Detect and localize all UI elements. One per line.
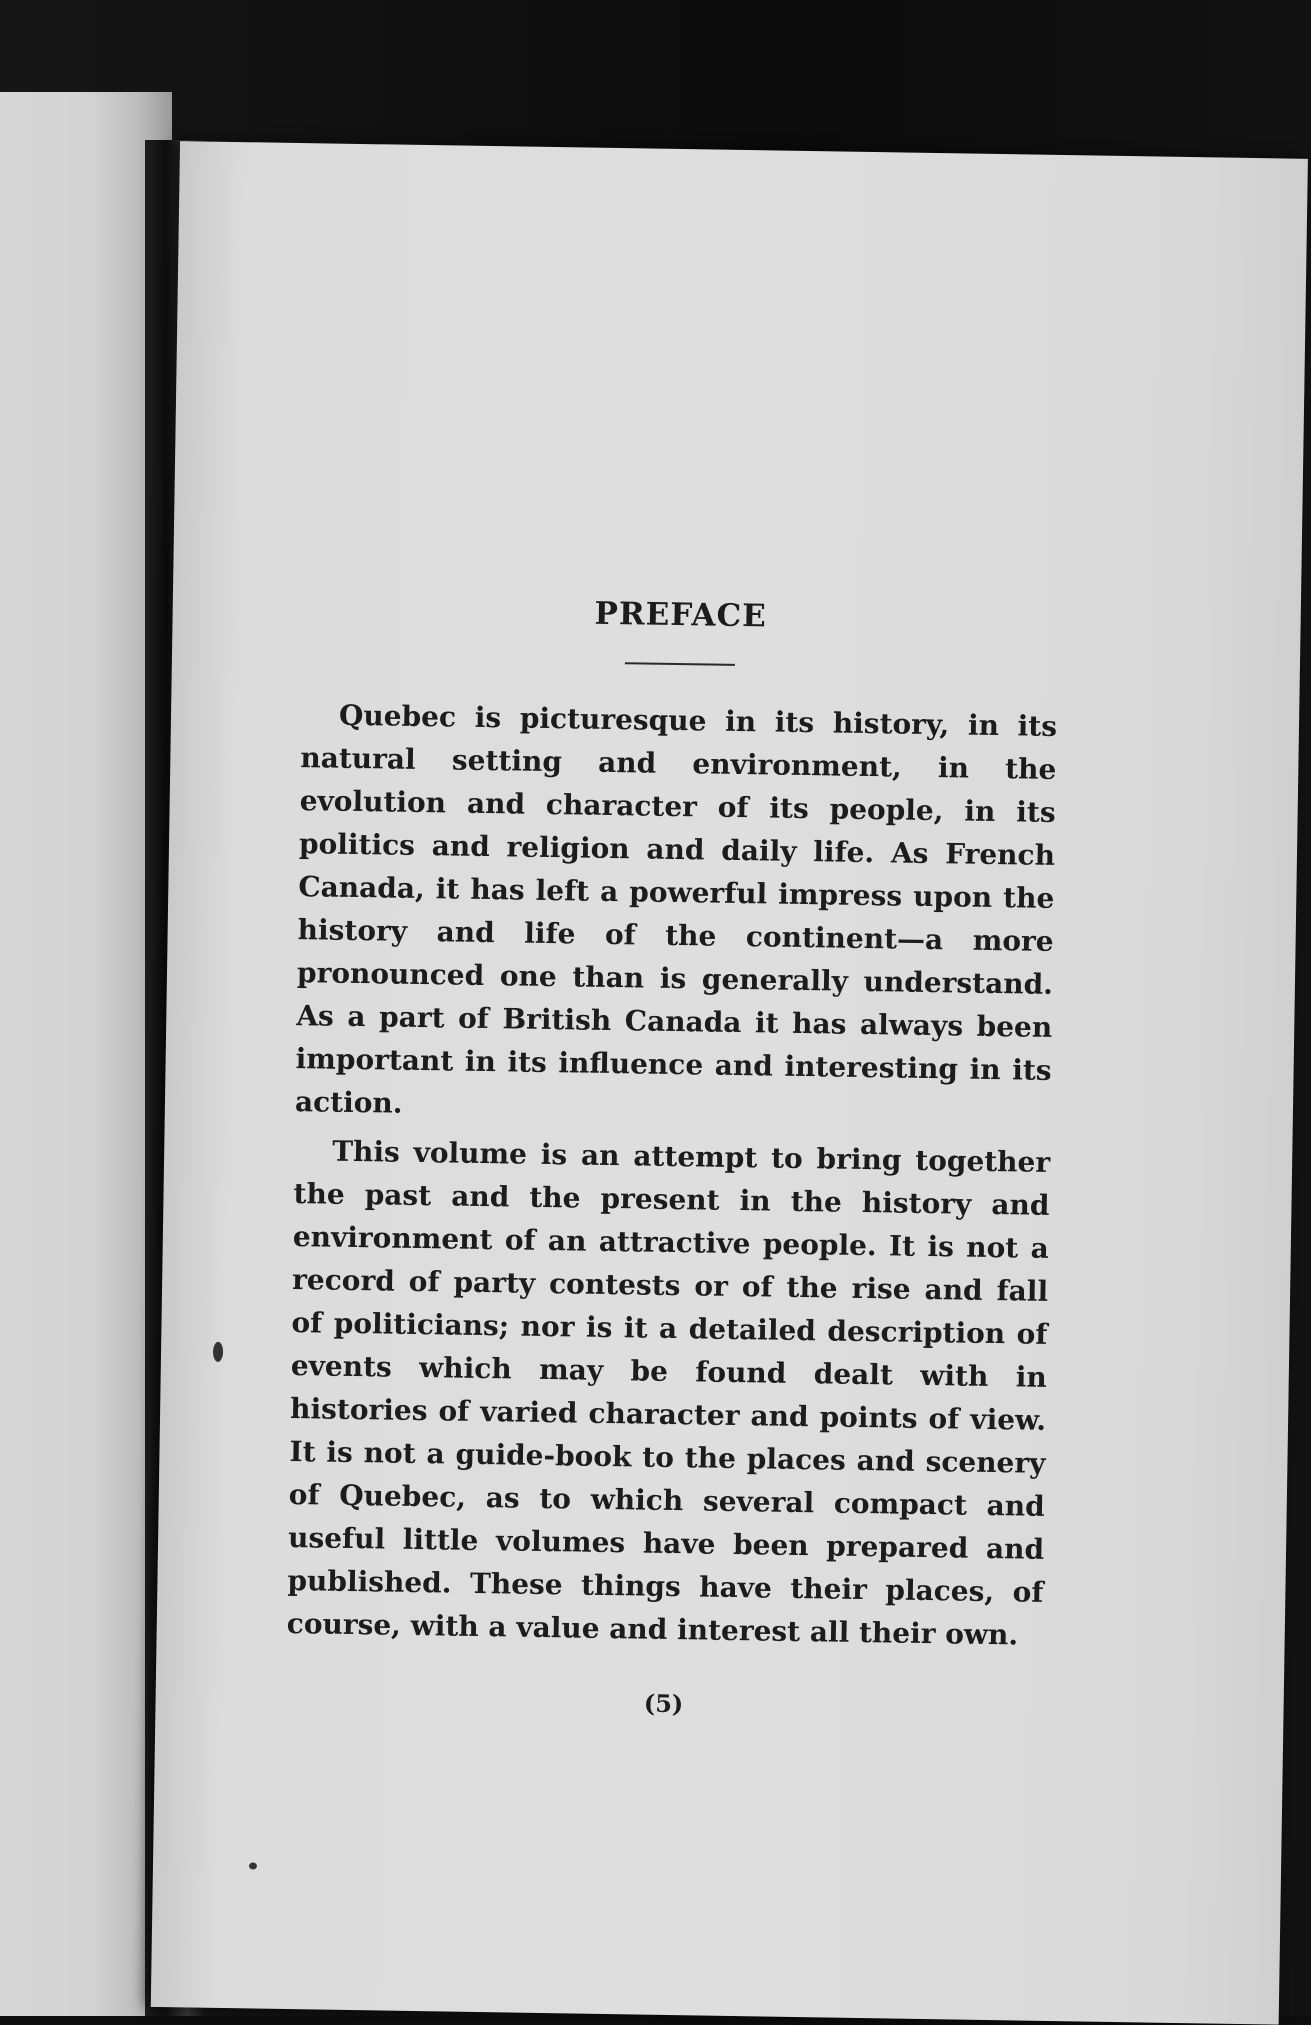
paragraph-1: Quebec is picturesque in its history, in its natural setting and environment, in the evolution and character of its people, in its politics and religion and daily life. As French Canada, it has left a powerful impress upon the history and life of the continent—a more pronounced one than is generally understand. As a part of British Canada it has always been important in its influence and interesting in its action.: [294, 698, 1058, 1120]
heading-rule: [625, 662, 735, 666]
dust-mark: [213, 1342, 223, 1362]
paragraph-2: This volume is an attempt to bring together the past and the present in the history and environment of an attractive people. It is not a record of party contests or of the rise and fall of politicians; nor is it a detailed description of events which may be found dealt with in histories of varied character and points of view. It is not a guide-book to the places and scenery of Quebec, as to which several compact and useful little volumes have been prepared and published. These things have their places, of course, with a value and interest all their own.: [286, 1134, 1051, 1652]
page-heading: PREFACE: [594, 595, 768, 635]
dust-mark: [249, 1862, 257, 1869]
book-page: [151, 141, 1308, 2024]
page-number: (5): [643, 1688, 684, 1719]
page-text-block: [285, 591, 1059, 1724]
